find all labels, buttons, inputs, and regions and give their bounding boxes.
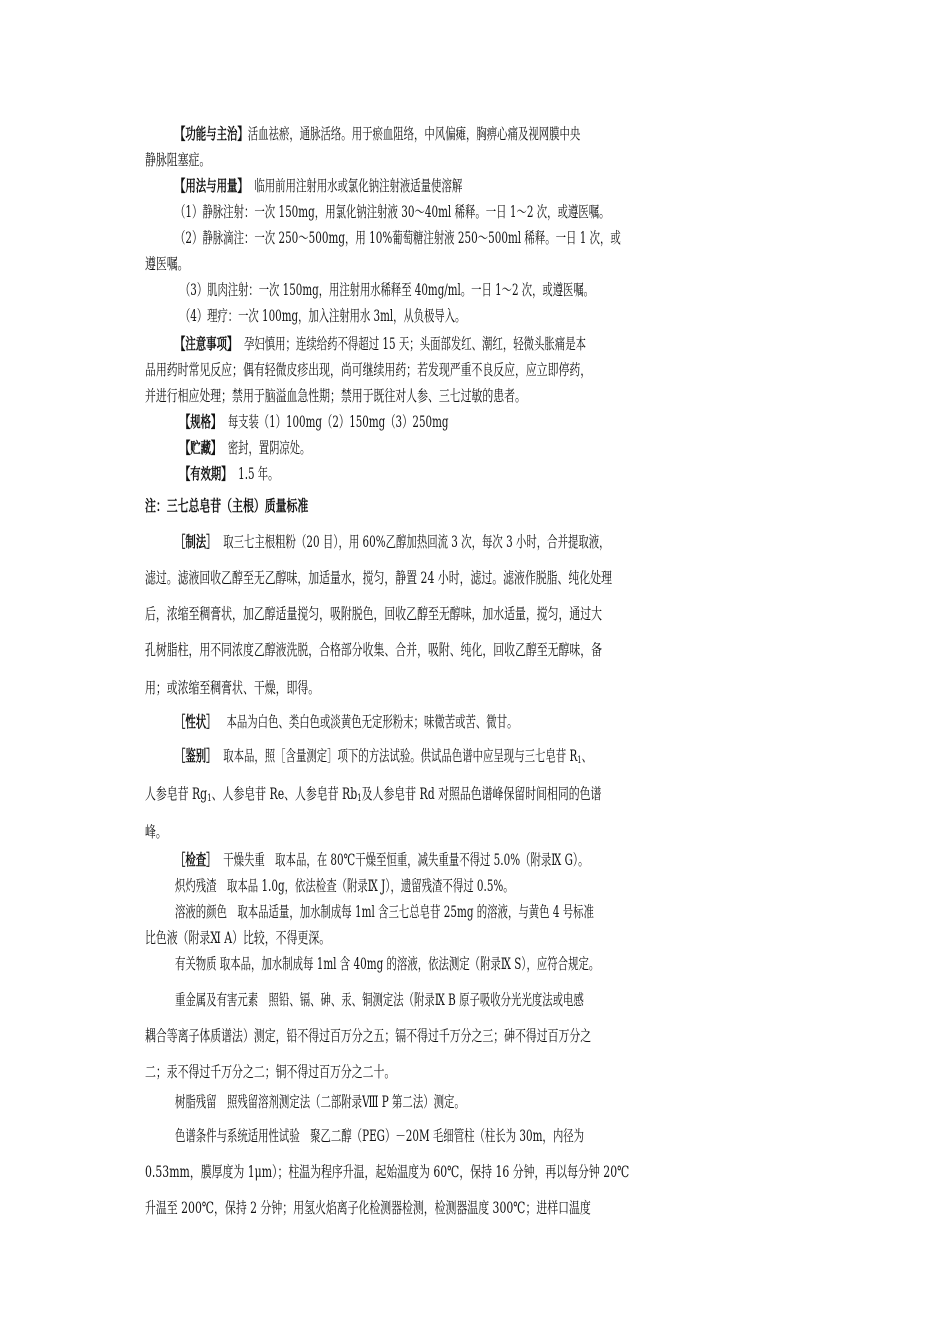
line-27: 溶液的颜色 取本品适量，加水制成每 1ml 含三七总皂苷 25mg 的溶液，与黄色 4 号标准 bbox=[175, 903, 594, 921]
heading-identification: ［鉴别］ bbox=[175, 747, 217, 765]
line-4: （1）静脉注射：一次 150mg，用氯化钠注射液 30～40ml 稀释。一日 1～2 次，或遵医嘱。 bbox=[175, 203, 610, 221]
text-function: 活血祛瘀，通脉活络。用于瘀血阻络，中风偏瘫，胸痹心痛及视网膜中央 bbox=[247, 125, 581, 143]
subscript: 1 bbox=[577, 755, 582, 766]
heading-storage: 【贮藏】 bbox=[180, 439, 222, 457]
line-31: 耦合等离子体质谱法）测定，铅不得过百万分之五；镉不得过千万分之三；砷不得过百万分之 bbox=[145, 1027, 592, 1045]
line-18: 后，浓缩至稠膏状，加乙醇适量搅匀，吸附脱色，回收乙醇至无醇味，加水适量，搅匀，通过大 bbox=[145, 605, 603, 623]
text-spec: 每支装（1）100mg（2）150mg（3）250mg bbox=[227, 413, 449, 431]
text-properties: 本品为白色、类白色或淡黄色无定形粉末；味微苦或苦、微甘。 bbox=[226, 713, 518, 731]
heading-spec: 【规格】 bbox=[180, 413, 222, 431]
line-36: 升温至 200℃，保持 2 分钟；用氢火焰离子化检测器检测，检测器温度 300℃；进样口温度 bbox=[145, 1199, 591, 1217]
line-method bbox=[58, 532, 812, 552]
text-l23b: 、人参皂苷 Re、人参皂苷 Rb bbox=[211, 785, 358, 803]
line-17: 滤过。滤液回收乙醇至无乙醇味，加适量水，搅匀，静置 24 小时，滤过。滤液作脱脂、纯化处理 bbox=[145, 569, 612, 587]
line-28: 比色液（附录Ⅺ A）比较，不得更深。 bbox=[145, 929, 331, 947]
heading-inspection: ［检查］ bbox=[175, 851, 217, 869]
line-35: 0.53mm，膜厚度为 1μm）；柱温为程序升温，起始温度为 60℃，保持 16 分钟，再以每分钟 20℃ bbox=[145, 1163, 630, 1181]
line-expiry bbox=[60, 464, 812, 484]
line-inspection bbox=[58, 850, 812, 870]
line-29: 有关物质 取本品，加水制成每 1ml 含 40mg 的溶液，依法测定（附录Ⅸ S），应符合规定。 bbox=[175, 955, 600, 973]
heading-properties: ［性状］ bbox=[175, 713, 217, 731]
line-32: 二；汞不得过千万分之二；铜不得过百万分之二十。 bbox=[145, 1063, 396, 1081]
line-34: 色谱条件与系统适用性试验 聚乙二醇（PEG）－20M 毛细管柱（柱长为 30m，内径为 bbox=[175, 1127, 585, 1145]
line-30: 重金属及有害元素 照铅、镉、砷、汞、铜测定法（附录Ⅸ B 原子吸收分光光度法或电感 bbox=[175, 991, 584, 1009]
line-5: （2）静脉滴注：一次 250～500mg，用 10%葡萄糖注射液 250～500ml 稀释。一日 1 次，或 bbox=[175, 229, 621, 247]
text-storage: 密封，置阴凉处。 bbox=[227, 439, 311, 457]
line-6: 遵医嘱。 bbox=[145, 255, 189, 273]
line-8: （4）理疗：一次 100mg，加入注射用水 3ml，从负极导入。 bbox=[180, 307, 466, 325]
line-20: 用；或浓缩至稠膏状、干燥，即得。 bbox=[145, 679, 320, 697]
text-identification-end: 、 bbox=[581, 747, 592, 765]
text-inspection: 干燥失重 取本品，在 80℃干燥至恒重，减失重量不得过 5.0%（附录Ⅸ G）。 bbox=[223, 851, 589, 869]
heading-function: 【功能与主治】 bbox=[175, 125, 248, 143]
line-11: 并进行相应处理；禁用于脑溢血急性期；禁用于既往对人参、三七过敏的患者。 bbox=[145, 387, 526, 405]
subscript: 1 bbox=[207, 793, 212, 804]
section-note-title: 注：三七总皂苷（主根）质量标准 bbox=[145, 497, 309, 515]
line-properties bbox=[58, 712, 812, 732]
text-expiry: 1.5 年。 bbox=[238, 465, 279, 483]
text-l23c: 及人参皂苷 Rd 对照品色谱峰保留时间相同的色谱 bbox=[361, 785, 602, 803]
line-spec bbox=[60, 412, 812, 432]
line-33: 树脂残留 照残留溶剂测定法（二部附录Ⅷ P 第二法）测定。 bbox=[175, 1093, 465, 1111]
heading-method: ［制法］ bbox=[175, 533, 217, 551]
line-storage bbox=[60, 438, 812, 458]
heading-expiry: 【有效期】 bbox=[180, 465, 232, 483]
line-7: （3）肌肉注射：一次 150mg，用注射用水稀释至 40mg/ml。一日 1～2 次，或遵医嘱。 bbox=[180, 281, 594, 299]
line-23 bbox=[43, 784, 812, 804]
heading-precautions: 【注意事项】 bbox=[175, 335, 238, 353]
subscript: 1 bbox=[357, 793, 362, 804]
line-function bbox=[58, 124, 812, 144]
text-usage: 临用前用注射用水或氯化钠注射液适量使溶解 bbox=[254, 177, 463, 195]
text-identification: 取本品，照［含量测定］项下的方法试验。供试品色谱中应呈现与三七皂苷 R bbox=[223, 747, 578, 765]
line-identification bbox=[58, 746, 812, 766]
text-precautions: 孕妇慎用；连续给药不得超过 15 天；头面部发红、潮红，轻微头胀痛是本 bbox=[243, 335, 586, 353]
line-10: 品用药时常见反应；偶有轻微皮疹出现，尚可继续用药；若发现严重不良反应，应立即停药， bbox=[145, 361, 592, 379]
text-method: 取三七主根粗粉（20 目），用 60%乙醇加热回流 3 次，每次 3 小时，合并提取液， bbox=[223, 533, 610, 551]
line-24: 峰。 bbox=[145, 823, 167, 841]
heading-usage: 【用法与用量】 bbox=[175, 177, 248, 195]
text-l23a: 人参皂苷 Rg bbox=[145, 785, 208, 803]
line-19: 孔树脂柱，用不同浓度乙醇液洗脱，合格部分收集、合并，吸附、纯化，回收乙醇至无醇味，备 bbox=[145, 641, 603, 659]
line-usage bbox=[58, 176, 812, 196]
line-26: 炽灼残渣 取本品 1.0g，依法检查（附录Ⅸ J），遗留残渣不得过 0.5%。 bbox=[175, 877, 514, 895]
line-precautions bbox=[58, 334, 812, 354]
line-2: 静脉阻塞症。 bbox=[145, 151, 211, 169]
